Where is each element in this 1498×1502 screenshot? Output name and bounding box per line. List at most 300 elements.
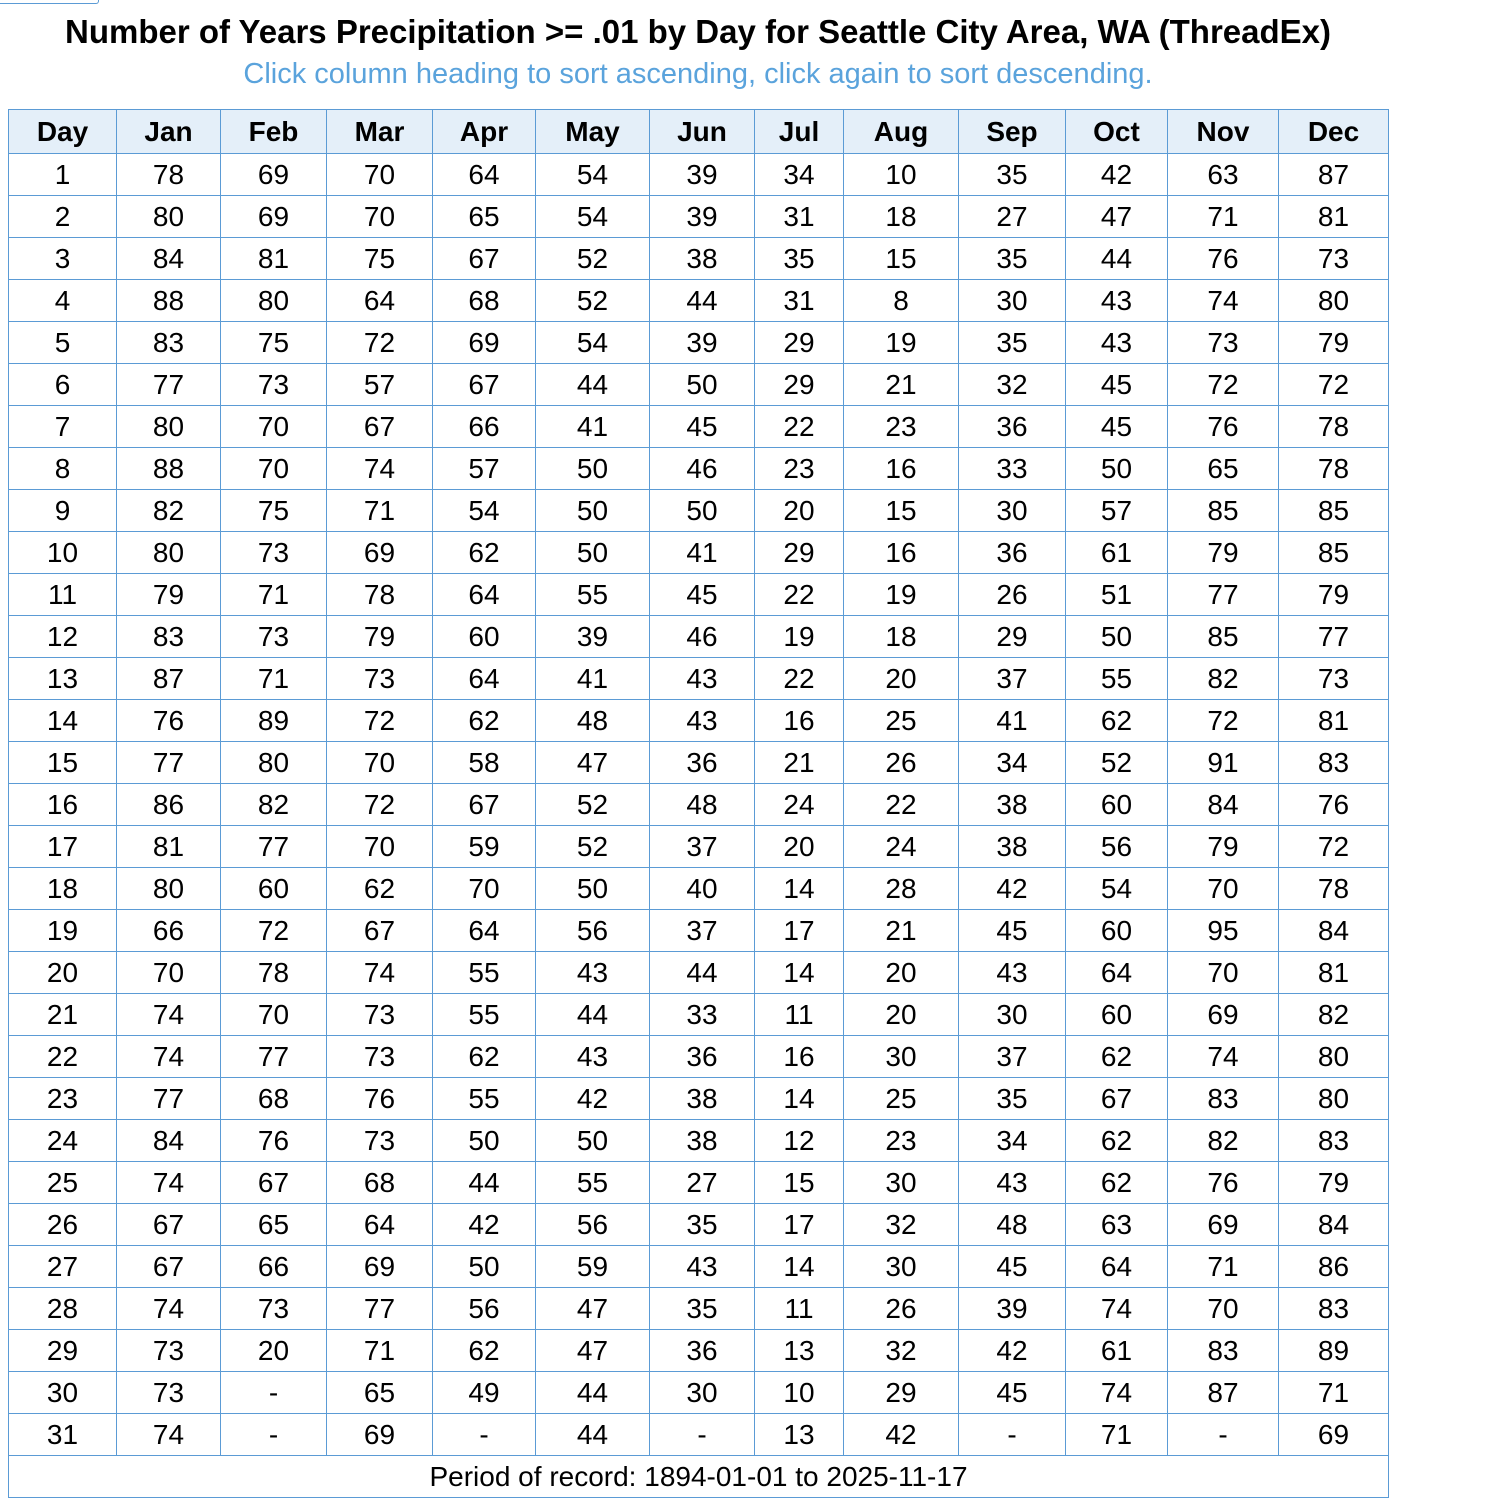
value-cell: 37 <box>959 1036 1066 1078</box>
value-cell: 64 <box>1066 1246 1168 1288</box>
value-cell: 64 <box>433 154 536 196</box>
value-cell: 77 <box>221 1036 327 1078</box>
column-header-oct[interactable]: Oct <box>1066 110 1168 154</box>
value-cell: 71 <box>221 574 327 616</box>
value-cell: 54 <box>536 154 650 196</box>
value-cell: 43 <box>650 700 755 742</box>
value-cell: 29 <box>959 616 1066 658</box>
value-cell: 75 <box>327 238 433 280</box>
value-cell: 79 <box>1279 322 1389 364</box>
value-cell: 50 <box>650 490 755 532</box>
value-cell: 72 <box>221 910 327 952</box>
table-row <box>9 1414 1389 1456</box>
value-cell: 27 <box>959 196 1066 238</box>
value-cell: 84 <box>1279 910 1389 952</box>
value-cell: 64 <box>327 1204 433 1246</box>
value-cell: 77 <box>327 1288 433 1330</box>
value-cell: 80 <box>1279 1078 1389 1120</box>
value-cell: 73 <box>1168 322 1279 364</box>
value-cell: 74 <box>1168 1036 1279 1078</box>
value-cell: 82 <box>1279 994 1389 1036</box>
table-row <box>9 1036 1389 1078</box>
value-cell: 35 <box>650 1204 755 1246</box>
value-cell: 55 <box>433 952 536 994</box>
value-cell: 39 <box>959 1288 1066 1330</box>
value-cell: 22 <box>844 784 959 826</box>
value-cell: 87 <box>1279 154 1389 196</box>
table-row <box>9 1246 1389 1288</box>
value-cell: 70 <box>221 448 327 490</box>
value-cell: 50 <box>536 532 650 574</box>
value-cell: 71 <box>1066 1414 1168 1456</box>
value-cell: 60 <box>433 616 536 658</box>
value-cell: 69 <box>327 532 433 574</box>
value-cell: 56 <box>536 1204 650 1246</box>
value-cell: 67 <box>117 1246 221 1288</box>
value-cell: 44 <box>1066 238 1168 280</box>
value-cell: 20 <box>221 1330 327 1372</box>
day-cell: 24 <box>9 1120 117 1162</box>
day-cell: 13 <box>9 658 117 700</box>
value-cell: 80 <box>221 280 327 322</box>
value-cell: 57 <box>433 448 536 490</box>
value-cell: 15 <box>844 490 959 532</box>
value-cell: 73 <box>221 616 327 658</box>
value-cell: 84 <box>1168 784 1279 826</box>
day-cell: 22 <box>9 1036 117 1078</box>
value-cell: - <box>650 1414 755 1456</box>
table-row <box>9 826 1389 868</box>
value-cell: 82 <box>221 784 327 826</box>
table-body <box>9 154 1389 1456</box>
value-cell: 29 <box>755 364 844 406</box>
value-cell: 56 <box>433 1288 536 1330</box>
day-cell: 19 <box>9 910 117 952</box>
value-cell: 78 <box>1279 406 1389 448</box>
day-cell: 14 <box>9 700 117 742</box>
value-cell: 25 <box>844 1078 959 1120</box>
value-cell: 64 <box>433 658 536 700</box>
value-cell: 30 <box>844 1162 959 1204</box>
table-row <box>9 406 1389 448</box>
column-header-dec[interactable]: Dec <box>1279 110 1389 154</box>
value-cell: 49 <box>433 1372 536 1414</box>
value-cell: 74 <box>117 1288 221 1330</box>
value-cell: 67 <box>327 910 433 952</box>
day-cell: 20 <box>9 952 117 994</box>
column-header-nov[interactable]: Nov <box>1168 110 1279 154</box>
value-cell: 14 <box>755 868 844 910</box>
value-cell: 23 <box>844 1120 959 1162</box>
value-cell: 70 <box>1168 1288 1279 1330</box>
value-cell: 70 <box>1168 952 1279 994</box>
value-cell: 26 <box>844 742 959 784</box>
value-cell: 41 <box>959 700 1066 742</box>
value-cell: 30 <box>844 1246 959 1288</box>
value-cell: - <box>1168 1414 1279 1456</box>
column-header-feb[interactable]: Feb <box>221 110 327 154</box>
value-cell: 72 <box>327 322 433 364</box>
table-row <box>9 574 1389 616</box>
value-cell: 45 <box>650 406 755 448</box>
table-row <box>9 910 1389 952</box>
value-cell: 20 <box>755 826 844 868</box>
column-header-apr[interactable]: Apr <box>433 110 536 154</box>
value-cell: 80 <box>117 196 221 238</box>
value-cell: 81 <box>1279 700 1389 742</box>
value-cell: 89 <box>221 700 327 742</box>
value-cell: 72 <box>1168 364 1279 406</box>
value-cell: 39 <box>650 322 755 364</box>
value-cell: 43 <box>536 1036 650 1078</box>
value-cell: 46 <box>650 448 755 490</box>
value-cell: 70 <box>117 952 221 994</box>
value-cell: 63 <box>1168 154 1279 196</box>
value-cell: 65 <box>221 1204 327 1246</box>
table-row <box>9 742 1389 784</box>
value-cell: 80 <box>117 406 221 448</box>
period-of-record: Period of record: 1894-01-01 to 2025-11-17 <box>9 1456 1389 1498</box>
value-cell: 45 <box>959 910 1066 952</box>
value-cell: 35 <box>959 154 1066 196</box>
column-header-day[interactable]: Day <box>9 110 117 154</box>
day-cell: 31 <box>9 1414 117 1456</box>
value-cell: 71 <box>327 1330 433 1372</box>
day-cell: 10 <box>9 532 117 574</box>
value-cell: 48 <box>650 784 755 826</box>
value-cell: 80 <box>1279 280 1389 322</box>
value-cell: 80 <box>221 742 327 784</box>
value-cell: 78 <box>1279 868 1389 910</box>
value-cell: 82 <box>1168 1120 1279 1162</box>
value-cell: 69 <box>433 322 536 364</box>
value-cell: 13 <box>755 1330 844 1372</box>
value-cell: 42 <box>959 868 1066 910</box>
value-cell: 62 <box>433 700 536 742</box>
value-cell: 28 <box>844 868 959 910</box>
table-row <box>9 238 1389 280</box>
value-cell: 34 <box>959 1120 1066 1162</box>
value-cell: 89 <box>1279 1330 1389 1372</box>
value-cell: 65 <box>433 196 536 238</box>
value-cell: 71 <box>327 490 433 532</box>
day-cell: 2 <box>9 196 117 238</box>
table-row <box>9 1372 1389 1414</box>
value-cell: 50 <box>536 868 650 910</box>
value-cell: 80 <box>1279 1036 1389 1078</box>
top-tab-edge <box>0 0 99 4</box>
value-cell: 62 <box>327 868 433 910</box>
value-cell: 17 <box>755 1204 844 1246</box>
value-cell: 69 <box>221 154 327 196</box>
day-cell: 23 <box>9 1078 117 1120</box>
value-cell: 39 <box>536 616 650 658</box>
value-cell: 74 <box>117 1414 221 1456</box>
value-cell: 77 <box>117 742 221 784</box>
value-cell: 67 <box>221 1162 327 1204</box>
value-cell: 30 <box>844 1036 959 1078</box>
value-cell: 68 <box>221 1078 327 1120</box>
value-cell: 43 <box>1066 322 1168 364</box>
value-cell: 42 <box>959 1330 1066 1372</box>
value-cell: 27 <box>650 1162 755 1204</box>
value-cell: 55 <box>433 1078 536 1120</box>
value-cell: 69 <box>1279 1414 1389 1456</box>
day-cell: 3 <box>9 238 117 280</box>
value-cell: 74 <box>1066 1372 1168 1414</box>
value-cell: 81 <box>1279 952 1389 994</box>
value-cell: 62 <box>1066 700 1168 742</box>
value-cell: 55 <box>536 574 650 616</box>
value-cell: 76 <box>1168 1162 1279 1204</box>
value-cell: 42 <box>433 1204 536 1246</box>
value-cell: 15 <box>755 1162 844 1204</box>
value-cell: 84 <box>1279 1204 1389 1246</box>
value-cell: 83 <box>1279 742 1389 784</box>
value-cell: 72 <box>1279 364 1389 406</box>
table-row <box>9 658 1389 700</box>
value-cell: 82 <box>117 490 221 532</box>
value-cell: 41 <box>536 658 650 700</box>
column-header-jul[interactable]: Jul <box>755 110 844 154</box>
value-cell: 33 <box>959 448 1066 490</box>
value-cell: 21 <box>844 910 959 952</box>
value-cell: 16 <box>755 1036 844 1078</box>
value-cell: 37 <box>959 658 1066 700</box>
value-cell: 41 <box>650 532 755 574</box>
table-row <box>9 1204 1389 1246</box>
value-cell: 75 <box>221 490 327 532</box>
value-cell: 32 <box>844 1330 959 1372</box>
value-cell: 16 <box>844 532 959 574</box>
day-cell: 6 <box>9 364 117 406</box>
value-cell: 46 <box>650 616 755 658</box>
value-cell: 50 <box>536 448 650 490</box>
value-cell: 58 <box>433 742 536 784</box>
value-cell: 33 <box>650 994 755 1036</box>
value-cell: 70 <box>327 826 433 868</box>
value-cell: 47 <box>1066 196 1168 238</box>
value-cell: 48 <box>536 700 650 742</box>
day-cell: 8 <box>9 448 117 490</box>
value-cell: 30 <box>650 1372 755 1414</box>
value-cell: 48 <box>959 1204 1066 1246</box>
value-cell: 35 <box>959 1078 1066 1120</box>
value-cell: 74 <box>327 448 433 490</box>
value-cell: 70 <box>221 406 327 448</box>
value-cell: 85 <box>1279 490 1389 532</box>
value-cell: 72 <box>1279 826 1389 868</box>
column-header-aug[interactable]: Aug <box>844 110 959 154</box>
value-cell: 83 <box>1279 1288 1389 1330</box>
value-cell: 35 <box>650 1288 755 1330</box>
value-cell: 69 <box>327 1414 433 1456</box>
value-cell: 66 <box>117 910 221 952</box>
day-cell: 1 <box>9 154 117 196</box>
day-cell: 29 <box>9 1330 117 1372</box>
value-cell: 23 <box>844 406 959 448</box>
value-cell: 52 <box>536 784 650 826</box>
value-cell: 86 <box>1279 1246 1389 1288</box>
value-cell: 45 <box>1066 364 1168 406</box>
value-cell: 40 <box>650 868 755 910</box>
value-cell: 24 <box>844 826 959 868</box>
value-cell: 11 <box>755 994 844 1036</box>
value-cell: 81 <box>1279 196 1389 238</box>
table-row <box>9 364 1389 406</box>
value-cell: 70 <box>433 868 536 910</box>
value-cell: 72 <box>327 784 433 826</box>
value-cell: 81 <box>221 238 327 280</box>
value-cell: 43 <box>959 1162 1066 1204</box>
value-cell: 73 <box>117 1330 221 1372</box>
value-cell: 31 <box>755 196 844 238</box>
value-cell: 38 <box>959 826 1066 868</box>
value-cell: 50 <box>536 490 650 532</box>
value-cell: 79 <box>1168 532 1279 574</box>
value-cell: 70 <box>327 742 433 784</box>
column-header-may[interactable]: May <box>536 110 650 154</box>
day-cell: 30 <box>9 1372 117 1414</box>
value-cell: 73 <box>1279 238 1389 280</box>
value-cell: 80 <box>117 868 221 910</box>
table-row <box>9 784 1389 826</box>
table-row <box>9 448 1389 490</box>
value-cell: 14 <box>755 1078 844 1120</box>
value-cell: 47 <box>536 1288 650 1330</box>
value-cell: 77 <box>221 826 327 868</box>
table-row <box>9 616 1389 658</box>
value-cell: 36 <box>650 742 755 784</box>
value-cell: 67 <box>327 406 433 448</box>
value-cell: 69 <box>221 196 327 238</box>
value-cell: 19 <box>755 616 844 658</box>
value-cell: 88 <box>117 280 221 322</box>
value-cell: 67 <box>433 364 536 406</box>
value-cell: 64 <box>327 280 433 322</box>
value-cell: 91 <box>1168 742 1279 784</box>
value-cell: 70 <box>221 994 327 1036</box>
value-cell: 50 <box>536 1120 650 1162</box>
day-cell: 12 <box>9 616 117 658</box>
value-cell: 73 <box>221 532 327 574</box>
value-cell: 31 <box>755 280 844 322</box>
value-cell: 35 <box>959 238 1066 280</box>
value-cell: 44 <box>536 1372 650 1414</box>
column-header-mar[interactable]: Mar <box>327 110 433 154</box>
value-cell: - <box>221 1414 327 1456</box>
value-cell: 52 <box>1066 742 1168 784</box>
value-cell: 41 <box>536 406 650 448</box>
value-cell: 61 <box>1066 1330 1168 1372</box>
value-cell: 63 <box>1066 1204 1168 1246</box>
value-cell: 60 <box>221 868 327 910</box>
value-cell: 42 <box>844 1414 959 1456</box>
value-cell: 70 <box>327 154 433 196</box>
column-header-jun[interactable]: Jun <box>650 110 755 154</box>
value-cell: 55 <box>1066 658 1168 700</box>
value-cell: 22 <box>755 406 844 448</box>
value-cell: 18 <box>844 616 959 658</box>
value-cell: 62 <box>433 532 536 574</box>
table-row <box>9 1330 1389 1372</box>
value-cell: 23 <box>755 448 844 490</box>
value-cell: 68 <box>433 280 536 322</box>
table-row <box>9 1162 1389 1204</box>
value-cell: 54 <box>1066 868 1168 910</box>
value-cell: 67 <box>433 784 536 826</box>
precipitation-table <box>8 109 1389 1498</box>
value-cell: 12 <box>755 1120 844 1162</box>
value-cell: 54 <box>433 490 536 532</box>
value-cell: 14 <box>755 952 844 994</box>
value-cell: 65 <box>1168 448 1279 490</box>
value-cell: 38 <box>650 238 755 280</box>
value-cell: 26 <box>959 574 1066 616</box>
day-cell: 7 <box>9 406 117 448</box>
value-cell: 64 <box>433 910 536 952</box>
value-cell: 64 <box>1066 952 1168 994</box>
page-title: Number of Years Precipitation >= .01 by Day for Seattle City Area, WA (ThreadEx) <box>64 13 1332 50</box>
table-row <box>9 700 1389 742</box>
value-cell: 37 <box>650 910 755 952</box>
value-cell: 36 <box>959 532 1066 574</box>
value-cell: 22 <box>755 574 844 616</box>
value-cell: 76 <box>327 1078 433 1120</box>
table-row <box>9 196 1389 238</box>
value-cell: 67 <box>1066 1078 1168 1120</box>
value-cell: 72 <box>1168 700 1279 742</box>
value-cell: 62 <box>1066 1162 1168 1204</box>
value-cell: 60 <box>1066 910 1168 952</box>
value-cell: 43 <box>650 1246 755 1288</box>
table-row <box>9 532 1389 574</box>
value-cell: 77 <box>117 1078 221 1120</box>
value-cell: 14 <box>755 1246 844 1288</box>
value-cell: 82 <box>1168 658 1279 700</box>
value-cell: 83 <box>117 616 221 658</box>
value-cell: 69 <box>1168 994 1279 1036</box>
value-cell: 87 <box>117 658 221 700</box>
value-cell: 45 <box>959 1372 1066 1414</box>
value-cell: 64 <box>433 574 536 616</box>
value-cell: 77 <box>1168 574 1279 616</box>
value-cell: 52 <box>536 826 650 868</box>
value-cell: 38 <box>650 1120 755 1162</box>
column-header-sep[interactable]: Sep <box>959 110 1066 154</box>
value-cell: 95 <box>1168 910 1279 952</box>
value-cell: 42 <box>536 1078 650 1120</box>
value-cell: 62 <box>1066 1036 1168 1078</box>
value-cell: 80 <box>117 532 221 574</box>
value-cell: 43 <box>959 952 1066 994</box>
value-cell: 65 <box>327 1372 433 1414</box>
value-cell: 50 <box>650 364 755 406</box>
table-row <box>9 952 1389 994</box>
table-row <box>9 280 1389 322</box>
table-row <box>9 994 1389 1036</box>
value-cell: 61 <box>1066 532 1168 574</box>
value-cell: 83 <box>1168 1078 1279 1120</box>
column-header-jan[interactable]: Jan <box>117 110 221 154</box>
value-cell: 71 <box>1168 196 1279 238</box>
value-cell: 44 <box>650 952 755 994</box>
value-cell: 85 <box>1279 532 1389 574</box>
value-cell: 32 <box>959 364 1066 406</box>
value-cell: 51 <box>1066 574 1168 616</box>
value-cell: 73 <box>221 364 327 406</box>
value-cell: 74 <box>117 994 221 1036</box>
